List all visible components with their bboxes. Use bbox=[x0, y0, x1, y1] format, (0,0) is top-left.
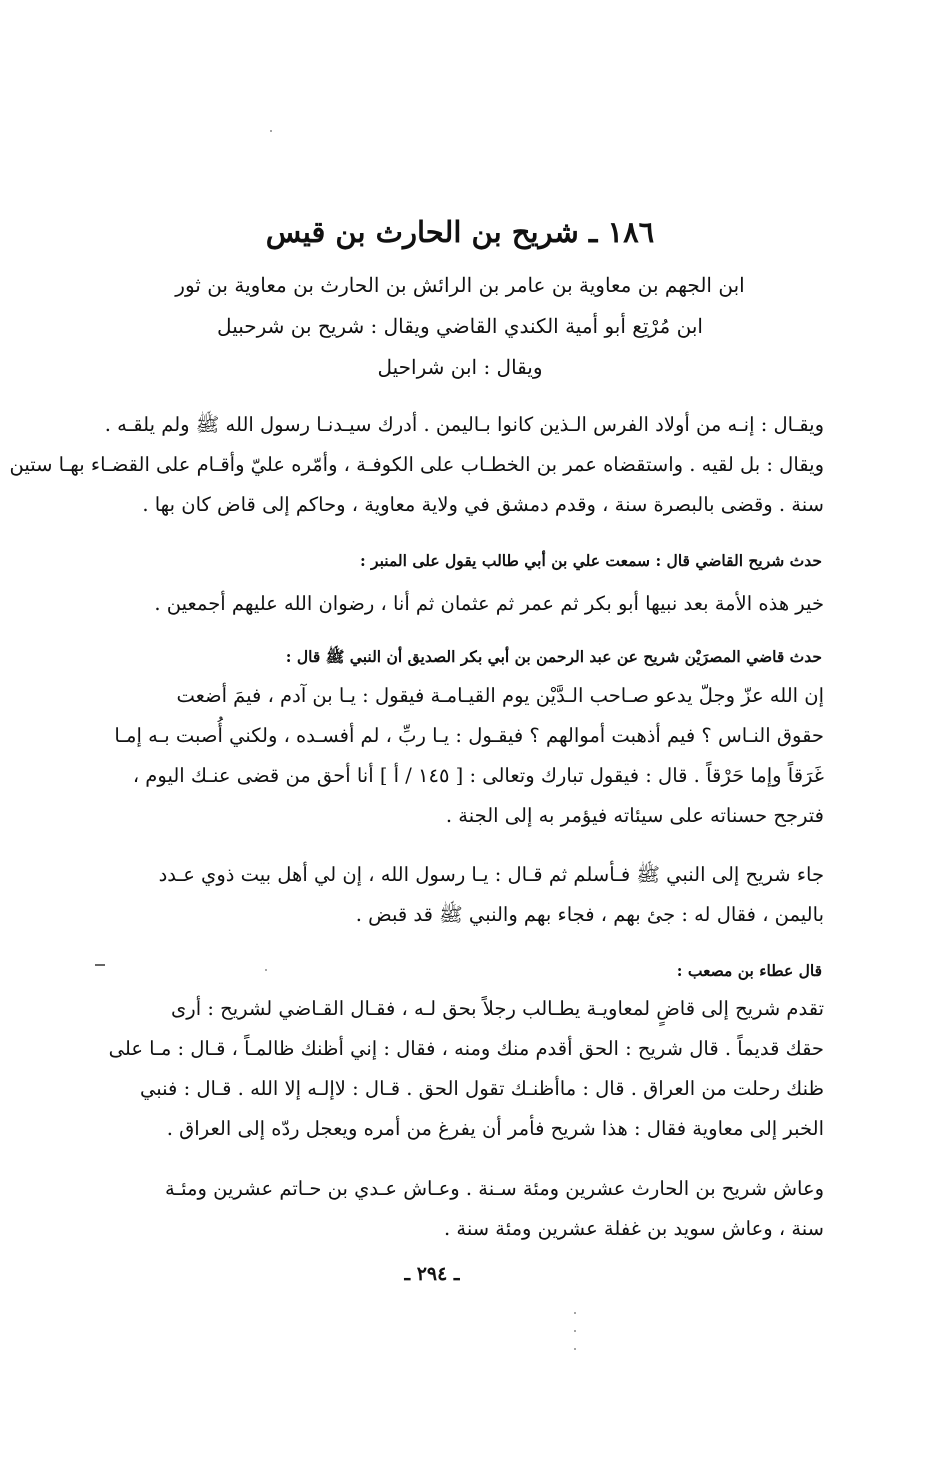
page-number: ـ ٢٩٤ ـ bbox=[404, 1263, 460, 1285]
hadith-1: خير هذه الأمة بعد نبيها أبو بكر ثم عمر ثم عثمان ثم أنا ، رضوان الله عليهم أجمعين . bbox=[154, 592, 824, 615]
hadith-2-line-3: غَرَقاً وإما حَرْقاً . قال : فيقول تبارك وتعالى : [ ١٤٥ / أ ] أنا أحق من قضى عنـك اليوم ، bbox=[132, 764, 824, 787]
hadith-2-line-4: فترجح حسناته على سيئاته فيؤمر به إلى الجنة . bbox=[445, 804, 824, 827]
isnad-2: حدث قاضي المصرَيْن شريح عن عبد الرحمن بن أبي بكر الصديق أن النبي ﷺ قال : bbox=[285, 647, 822, 666]
scan-mark bbox=[95, 964, 105, 966]
isnad-3: قال عطاء بن مصعب : bbox=[676, 961, 822, 980]
intro-line-1: ويقـال : إنـه من أولاد الفرس الـذين كانوا بـاليمن . أدرك سيـدنـا رسول الله ﷺ ولم يلقـه . bbox=[104, 413, 824, 436]
intro-line-2: ويقال : بل لقيه . واستقضاه عمر بن الخطـاب على الكوفـة ، وأمّره عليّ وأقـام على القضـاء بهـا ستين bbox=[9, 453, 824, 476]
scan-speck bbox=[574, 1348, 576, 1350]
scan-speck bbox=[574, 1312, 576, 1314]
para-4-line-3: ظنك رحلت من العراق . قال : ماأظنـك تقول الحق . قـال : لاإلـه إلا الله . قـال : فنبي bbox=[140, 1077, 824, 1100]
para-4-line-1: تقدم شريح إلى قاضٍ لمعاويـة يطـالب رجلاً بحق لـه ، فقـال القـاضي لشريح : أرى bbox=[171, 997, 824, 1020]
para-5-line-1: وعاش شريح بن الحارث عشرين ومئة سـنة . وعـاش عـدي بن حـاتم عشرين ومئـة bbox=[165, 1177, 824, 1200]
lineage-line-2: ابن مُرْتِع أبو أمية الكندي القاضي ويقال : شريح بن شرحبيل bbox=[217, 314, 703, 338]
para-3-line-1: جاء شريح إلى النبي ﷺ فـأسلم ثم قـال : يـا رسول الله ، إن لي أهل بيت ذوي عـدد bbox=[158, 863, 824, 886]
para-4-line-2: حقك قديماً . قال شريح : الحق أقدم منك ومنه ، فقال : إني أظنك ظالمـاً ، قـال : مـا على bbox=[108, 1037, 824, 1060]
scan-speck bbox=[574, 1330, 576, 1332]
lineage-line-1: ابن الجهم بن معاوية بن عامر بن الرائش بن الحارث بن معاوية بن ثور bbox=[175, 273, 745, 297]
para-4-line-4: الخبر إلى معاوية فقال : هذا شريح فأمر أن يفرغ من أمره ويعجل ردّه إلى العراق . bbox=[166, 1117, 824, 1140]
hadith-2-line-1: إن الله عزّ وجلّ يدعو صـاحب الـدَّيْن يوم القيـامـة فيقول : يـا بن آدم ، فيمَ أضعت bbox=[176, 684, 824, 707]
intro-line-3: سنة . وقضى بالبصرة سنة ، وقدم دمشق في ولاية معاوية ، وحاكم إلى قاض كان بها . bbox=[142, 493, 824, 516]
isnad-1: حدث شريح القاضي قال : سمعت علي بن أبي طالب يقول على المنبر : bbox=[359, 551, 822, 570]
para-5-line-2: سنة ، وعاش سويد بن غفلة عشرين ومئة سنة . bbox=[443, 1217, 824, 1240]
scan-speck bbox=[270, 130, 272, 132]
hadith-2-line-2: حقوق النـاس ؟ فيم أذهبت أموالهم ؟ فيقـول : يـا ربِّ ، لم أفسـده ، ولكني أُصبت بـه إمـا bbox=[114, 724, 824, 747]
lineage-line-3: ويقال : ابن شراحيل bbox=[377, 355, 543, 379]
para-3-line-2: باليمن ، فقال له : جئ بهم ، فجاء بهم والنبي ﷺ قد قبض . bbox=[355, 903, 824, 926]
entry-heading: ١٨٦ ـ شريح بن الحارث بن قيس bbox=[265, 215, 655, 249]
